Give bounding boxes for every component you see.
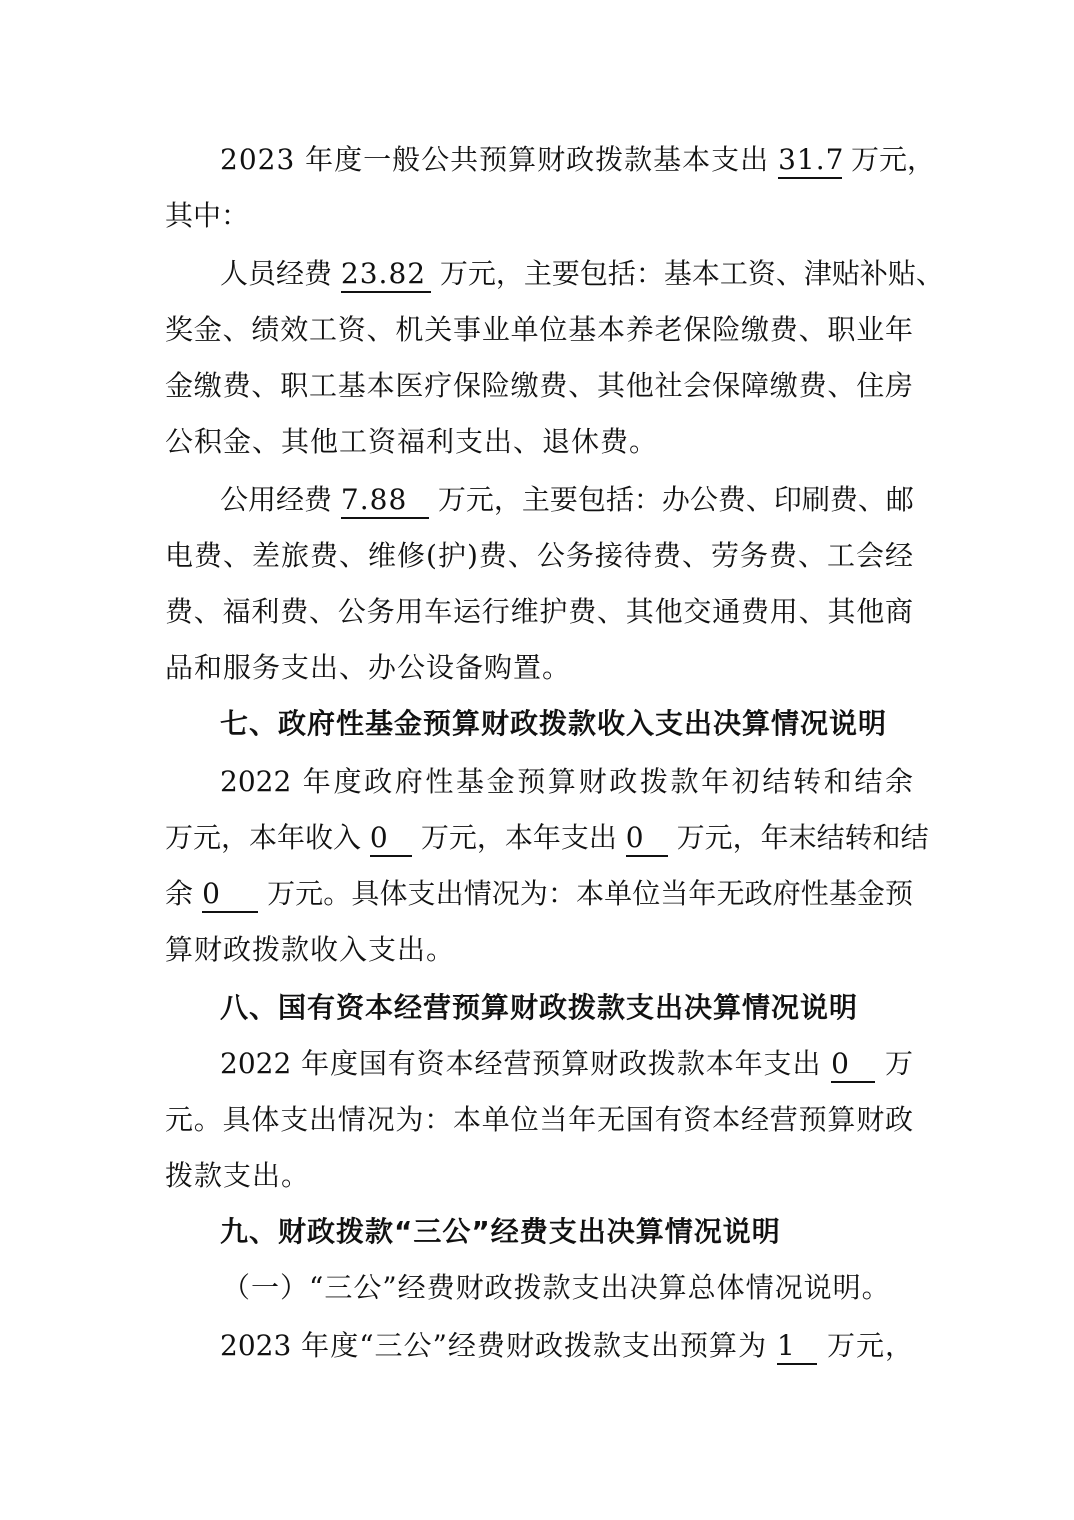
text-fragment: 万	[884, 1047, 913, 1080]
paragraph-line: 其中：	[165, 199, 250, 232]
paragraph-line: 电费、差旅费、维修(护)费、公务接待费、劳务费、工会经	[165, 539, 913, 572]
text-fragment: 万元，本年收入	[165, 821, 362, 854]
text-fragment: 万元，	[826, 1329, 913, 1362]
three-public-budget-value: 1	[777, 1329, 817, 1365]
paragraph-line: 金缴费、职工基本医疗保险缴费、其他社会保障缴费、住房	[165, 369, 913, 402]
text-fragment: 余	[165, 877, 194, 910]
section-heading: 八、国有资本经营预算财政拨款支出决算情况说明	[220, 991, 859, 1024]
text-fragment: 人员经费	[220, 257, 333, 290]
text-fragment: 万元，本年支出	[420, 821, 617, 854]
text-fragment: 2023 年度“三公”经费财政拨款支出预算为	[220, 1329, 768, 1362]
subsection-heading: （一）“三公”经费财政拨款支出决算总体情况说明。	[222, 1271, 891, 1304]
text-fragment: 2022 年度国有资本经营预算财政拨款本年支出	[220, 1047, 822, 1080]
fund-budget-line	[165, 818, 929, 858]
section-heading: 九、财政拨款“三公”经费支出决算情况说明	[220, 1215, 781, 1248]
paragraph-line: 奖金、绩效工资、机关事业单位基本养老保险缴费、职业年	[165, 313, 913, 346]
public-expenditure-line	[220, 480, 913, 520]
fund-expenditure-value: 0	[626, 821, 668, 857]
public-expenditure-value: 7.88	[341, 483, 429, 519]
section-heading: 七、政府性基金预算财政拨款收入支出决算情况说明	[220, 707, 888, 740]
three-public-budget-line	[220, 1326, 913, 1366]
fund-balance-value: 0	[202, 877, 258, 913]
paragraph-line: 算财政拨款收入支出。	[165, 933, 456, 966]
personnel-expenditure-value: 23.82	[341, 257, 431, 293]
text-fragment: 万元，年末结转和结	[676, 821, 929, 854]
paragraph-line: 公积金、其他工资福利支出、退休费。	[165, 425, 659, 458]
text-fragment: 万元，	[850, 143, 935, 176]
state-capital-line	[220, 1044, 913, 1084]
text-fragment: 公用经费	[220, 483, 333, 516]
text-fragment: 万元。具体支出情况为：本单位当年无政府性基金预	[267, 877, 913, 910]
state-capital-value: 0	[831, 1047, 875, 1083]
paragraph-line: 元。具体支出情况为：本单位当年无国有资本经营预算财政	[165, 1103, 913, 1136]
fund-income-value: 0	[370, 821, 412, 857]
text-fragment: 2023 年度一般公共预算财政拨款基本支出	[220, 143, 770, 176]
text-fragment: 万元，主要包括：办公费、印刷费、邮	[437, 483, 914, 516]
paragraph-line: 拨款支出。	[165, 1159, 311, 1192]
basic-expenditure-value: 31.7	[778, 143, 842, 179]
basic-expenditure-line	[220, 140, 935, 180]
text-fragment: 万元，主要包括：基本工资、津贴补贴、	[439, 257, 944, 290]
paragraph-line: 费、福利费、公务用车运行维护费、其他交通费用、其他商	[165, 595, 913, 628]
paragraph-line: 品和服务支出、办公设备购置。	[165, 651, 572, 684]
personnel-expenditure-line	[220, 254, 944, 294]
fund-balance-line	[165, 874, 913, 914]
paragraph-line: 2022 年度政府性基金预算财政拨款年初结转和结余	[220, 765, 913, 798]
